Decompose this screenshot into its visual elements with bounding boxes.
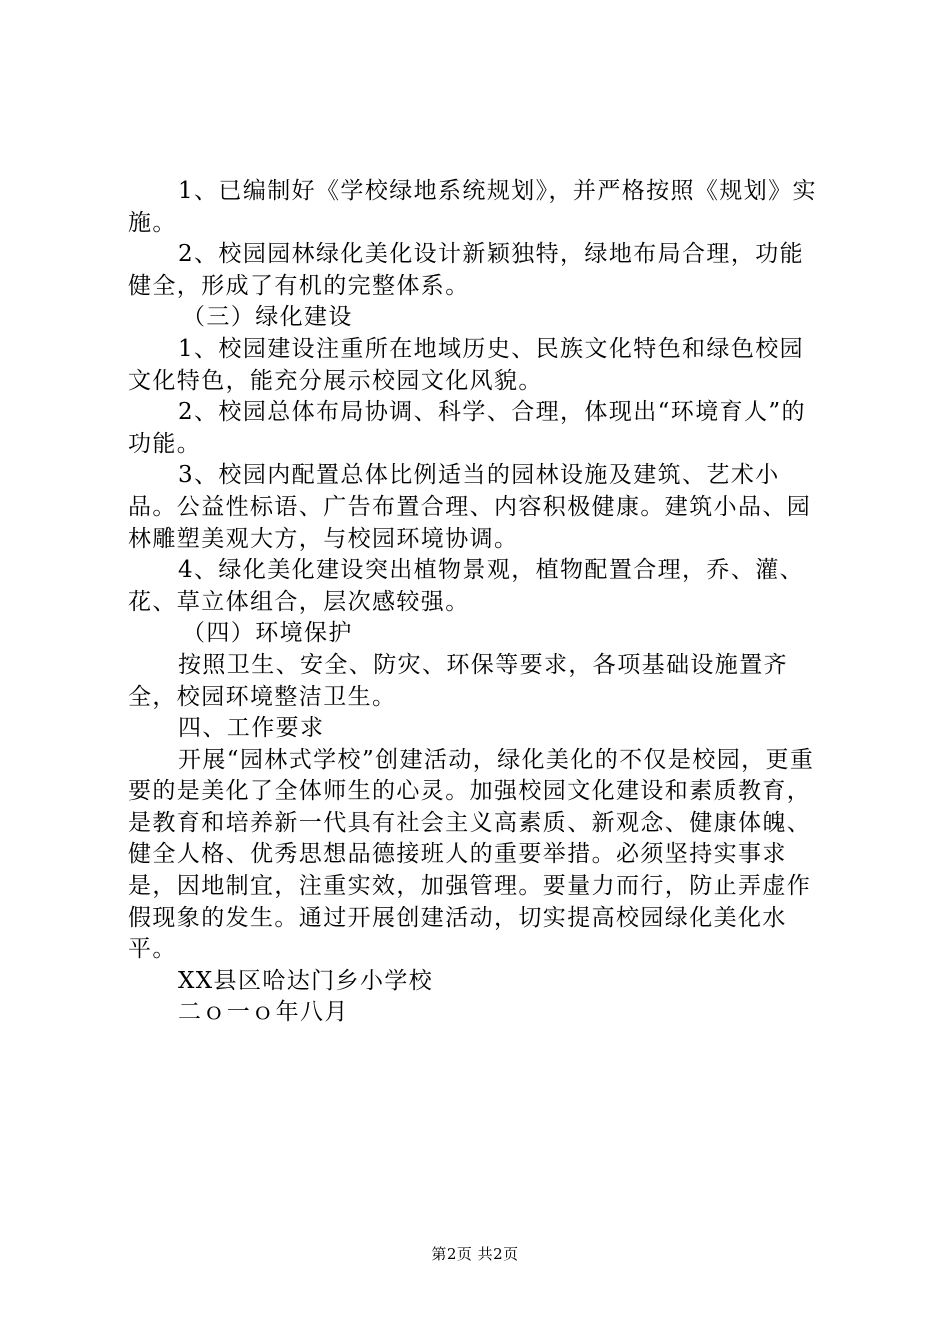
paragraph-planning: 1、已编制好《学校绿地系统规划》，并严格按照《规划》实施。	[128, 178, 817, 236]
document-body	[128, 176, 828, 1029]
paragraph-requirements: 开展“园林式学校”创建活动，绿化美化的不仅是校园，更重要的是美化了全体师生的心灵。加强校园文化建设和素质教育，是教育和培养新一代具有社会主义高素质、新观念、健康体魄、健全人格、优秀思想品德接班人的重要举措。必须坚持实事求是，因地制宜，注重实效，加强管理。要量力而行，防止弄虚作假现象的发生。通过开展创建活动，切实提高校园绿化美化水平。	[128, 746, 815, 963]
section-heading-environment: （四）环境保护	[182, 620, 353, 647]
page-number-footer: 第2页 共2页	[431, 1245, 519, 1263]
paragraph-design: 2、校园园林绿化美化设计新颖独特，绿地布局合理，功能健全，形成了有机的完整体系。	[128, 241, 805, 299]
paragraph-hygiene: 按照卫生、安全、防灾、环保等要求，各项基础设施置齐全，校园环境整洁卫生。	[128, 651, 788, 710]
signature-school: XX县区哈达门乡小学校	[178, 967, 434, 994]
paragraph-plants: 4、绿化美化建设突出植物景观，植物配置合理，乔、灌、花、草立体组合，层次感较强。	[128, 557, 805, 615]
signature-date: 二ｏ一ｏ年八月	[178, 999, 349, 1026]
paragraph-culture: 1、校园建设注重所在地域历史、民族文化特色和绿色校园文化特色，能充分展示校园文化风貌。	[128, 335, 805, 394]
paragraph-facilities: 3、校园内配置总体比例适当的园林设施及建筑、艺术小品。公益性标语、广告布置合理、内容积极健康。建筑小品、园林雕塑美观大方，与校园环境协调。	[128, 462, 812, 552]
section-heading-greening: （三）绿化建设	[182, 304, 353, 331]
paragraph-layout: 2、校园总体布局协调、科学、合理，体现出“环境育人”的功能。	[128, 399, 806, 457]
section-heading-requirements: 四、工作要求	[178, 715, 325, 742]
